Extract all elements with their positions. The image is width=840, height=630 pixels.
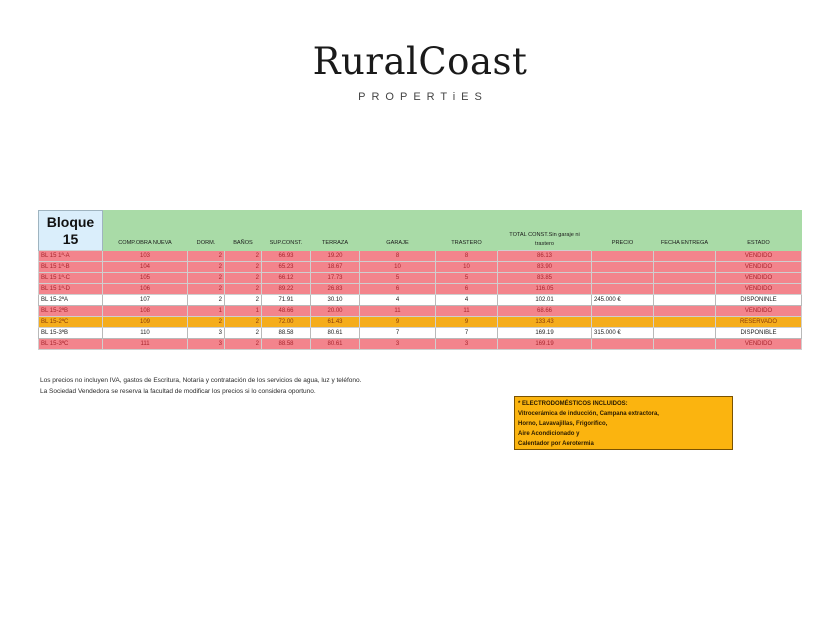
cell-fecha-entrega — [654, 251, 716, 262]
cell-fecha-entrega — [654, 339, 716, 350]
cell-fecha-entrega — [654, 262, 716, 273]
cell-unit: BL 15 1ª-C — [39, 273, 103, 284]
company-logo — [290, 36, 550, 126]
cell-sup-const: 88.58 — [262, 339, 311, 350]
cell-sup-const: 66.93 — [262, 251, 311, 262]
cell-unit: BL 15-3ªB — [39, 328, 103, 339]
cell-estado: VENDIDO — [716, 284, 802, 295]
cell-fecha-entrega — [654, 295, 716, 306]
cell-terraza: 30.10 — [311, 295, 360, 306]
cell-banos: 1 — [225, 306, 262, 317]
cell-estado: DISPONIBLE — [716, 328, 802, 339]
cell-trastero: 9 — [436, 317, 498, 328]
cell-dorm: 2 — [188, 317, 225, 328]
cell-trastero: 10 — [436, 262, 498, 273]
cell-banos: 2 — [225, 284, 262, 295]
table-row — [39, 273, 802, 284]
cell-comp: 108 — [103, 306, 188, 317]
price-notes — [40, 375, 361, 397]
included-appliances-box — [514, 396, 733, 450]
cell-estado: VENDIDO — [716, 251, 802, 262]
cell-precio — [592, 306, 654, 317]
cell-garaje: 6 — [360, 284, 436, 295]
cell-banos: 2 — [225, 339, 262, 350]
cell-banos: 2 — [225, 328, 262, 339]
table-row — [39, 251, 802, 262]
table-row — [39, 317, 802, 328]
cell-comp: 111 — [103, 339, 188, 350]
cell-garaje: 3 — [360, 339, 436, 350]
header-precio: PRECIO — [592, 232, 654, 251]
cell-terraza: 19.20 — [311, 251, 360, 262]
cell-fecha-entrega — [654, 306, 716, 317]
cell-total-const: 116.05 — [498, 284, 592, 295]
cell-estado: DISPONINLE — [716, 295, 802, 306]
cell-trastero: 4 — [436, 295, 498, 306]
cell-sup-const: 72.00 — [262, 317, 311, 328]
cell-precio — [592, 262, 654, 273]
cell-terraza: 20.00 — [311, 306, 360, 317]
cell-trastero: 6 — [436, 284, 498, 295]
cell-dorm: 2 — [188, 273, 225, 284]
logo-tagline: PROPERTiES — [358, 91, 488, 103]
cell-sup-const: 71.91 — [262, 295, 311, 306]
cell-garaje: 8 — [360, 251, 436, 262]
cell-garaje: 5 — [360, 273, 436, 284]
cell-fecha-entrega — [654, 273, 716, 284]
price-list-table — [38, 210, 802, 350]
cell-total-const: 68.66 — [498, 306, 592, 317]
cell-dorm: 1 — [188, 306, 225, 317]
cell-total-const: 83.90 — [498, 262, 592, 273]
cell-banos: 2 — [225, 251, 262, 262]
appliance-line: Horno, Lavavajillas, Frigorífico, — [518, 421, 608, 427]
header-fecha-entrega: FECHA ENTREGA — [654, 232, 716, 251]
header-terraza: TERRAZA — [311, 232, 360, 251]
cell-terraza: 80.61 — [311, 339, 360, 350]
cell-comp: 110 — [103, 328, 188, 339]
appliance-line: Calentador por Aerotermia — [518, 441, 594, 447]
cell-comp: 103 — [103, 251, 188, 262]
cell-dorm: 2 — [188, 295, 225, 306]
header-banos: BAÑOS — [225, 232, 262, 251]
cell-unit: BL 15-2ªA — [39, 295, 103, 306]
cell-terraza: 80.61 — [311, 328, 360, 339]
cell-precio: 315.000 € — [592, 328, 654, 339]
cell-dorm: 2 — [188, 251, 225, 262]
cell-total-const: 169.19 — [498, 328, 592, 339]
cell-precio — [592, 317, 654, 328]
table-row — [39, 295, 802, 306]
cell-dorm: 3 — [188, 328, 225, 339]
cell-dorm: 3 — [188, 339, 225, 350]
cell-garaje: 11 — [360, 306, 436, 317]
table-row — [39, 262, 802, 273]
cell-garaje: 7 — [360, 328, 436, 339]
cell-sup-const: 88.58 — [262, 328, 311, 339]
cell-precio — [592, 251, 654, 262]
cell-estado: VENDIDO — [716, 306, 802, 317]
cell-comp: 106 — [103, 284, 188, 295]
table-row — [39, 284, 802, 295]
cell-unit: BL 15 1ª-A — [39, 251, 103, 262]
cell-sup-const: 66.12 — [262, 273, 311, 284]
cell-terraza: 18.67 — [311, 262, 360, 273]
cell-trastero: 8 — [436, 251, 498, 262]
cell-dorm: 2 — [188, 262, 225, 273]
cell-trastero: 3 — [436, 339, 498, 350]
cell-sup-const: 65.23 — [262, 262, 311, 273]
cell-sup-const: 89.22 — [262, 284, 311, 295]
cell-total-const: 86.13 — [498, 251, 592, 262]
cell-banos: 2 — [225, 262, 262, 273]
cell-garaje: 4 — [360, 295, 436, 306]
cell-sup-const: 48.66 — [262, 306, 311, 317]
header-total-const: TOTAL CONST.Sin garaje ni trastero — [498, 211, 592, 251]
cell-unit: BL 15-2ªC — [39, 317, 103, 328]
cell-unit: BL 15-2ªB — [39, 306, 103, 317]
block-title — [39, 211, 103, 251]
note-line-taxes: Los precios no incluyen IVA, gastos de Escritura, Notaría y contratación de los servicios de agua, luz y teléfono. — [40, 377, 362, 384]
cell-total-const: 133.43 — [498, 317, 592, 328]
appliance-line: Aire Acondicionado y — [518, 431, 580, 437]
cell-terraza: 17.73 — [311, 273, 360, 284]
cell-unit: BL 15 1ª-D — [39, 284, 103, 295]
cell-estado: RESERVADO — [716, 317, 802, 328]
cell-estado: VENDIDO — [716, 262, 802, 273]
appliances-title: * ELECTRODOMÉSTICOS INCLUIDOS: — [518, 401, 628, 407]
block-title-number: 15 — [62, 230, 79, 247]
table-row — [39, 328, 802, 339]
cell-precio — [592, 284, 654, 295]
cell-estado: VENDIDO — [716, 273, 802, 284]
cell-fecha-entrega — [654, 284, 716, 295]
cell-precio — [592, 339, 654, 350]
cell-comp: 105 — [103, 273, 188, 284]
cell-total-const: 83.85 — [498, 273, 592, 284]
header-estado: ESTADO — [716, 232, 802, 251]
cell-trastero: 5 — [436, 273, 498, 284]
cell-estado: VENDIDO — [716, 339, 802, 350]
cell-banos: 2 — [225, 273, 262, 284]
cell-dorm: 2 — [188, 284, 225, 295]
header-garaje: GARAJE — [360, 232, 436, 251]
cell-trastero: 7 — [436, 328, 498, 339]
block-title-label: Bloque — [46, 213, 95, 230]
table-row — [39, 306, 802, 317]
table-row — [39, 339, 802, 350]
cell-precio — [592, 273, 654, 284]
cell-fecha-entrega — [654, 328, 716, 339]
cell-trastero: 11 — [436, 306, 498, 317]
cell-terraza: 26.83 — [311, 284, 360, 295]
cell-total-const: 102.01 — [498, 295, 592, 306]
cell-comp: 107 — [103, 295, 188, 306]
cell-banos: 2 — [225, 295, 262, 306]
cell-fecha-entrega — [654, 317, 716, 328]
cell-terraza: 61.43 — [311, 317, 360, 328]
note-line-rights: La Sociedad Vendedora se reserva la facultad de modificar los precios si lo considera oportuno. — [40, 388, 316, 395]
header-dorm: DORM. — [188, 232, 225, 251]
cell-precio: 245.000 € — [592, 295, 654, 306]
cell-comp: 104 — [103, 262, 188, 273]
appliance-line: Vitrocerámica de inducción, Campana extractora, — [518, 411, 659, 417]
cell-garaje: 10 — [360, 262, 436, 273]
cell-unit: BL 15 1ª-B — [39, 262, 103, 273]
cell-unit: BL 15-3ªC — [39, 339, 103, 350]
table-body — [39, 251, 802, 350]
cell-total-const: 169.19 — [498, 339, 592, 350]
header-sup-const: SUP.CONST. — [262, 232, 311, 251]
logo-wordmark: RuralCoast — [312, 40, 528, 83]
cell-garaje: 9 — [360, 317, 436, 328]
cell-comp: 109 — [103, 317, 188, 328]
cell-banos: 2 — [225, 317, 262, 328]
header-trastero: TRASTERO — [436, 232, 498, 251]
header-comp: COMP.OBRA NUEVA — [103, 232, 188, 251]
